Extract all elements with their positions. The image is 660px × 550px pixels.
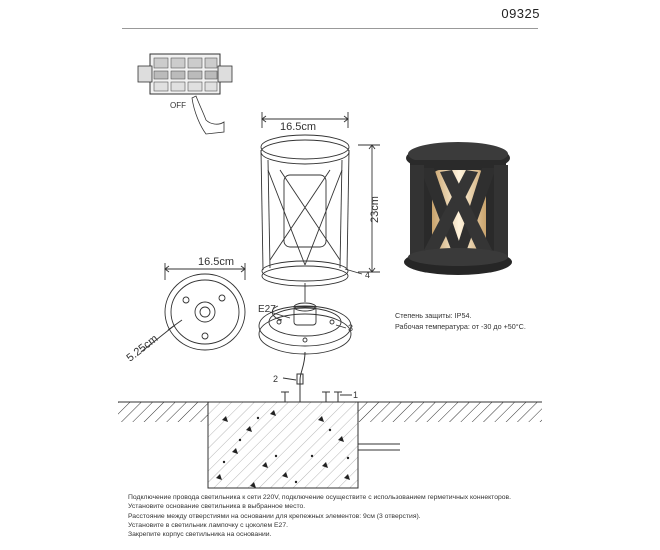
lamp-front-drawing	[261, 112, 380, 286]
base-diameter-label: 16.5cm	[198, 256, 235, 268]
spec-protection: Степень защиты: IP54.	[395, 311, 472, 320]
callout-2: 2	[273, 374, 279, 384]
product-code: 09325	[501, 6, 540, 21]
socket-label: E27	[258, 304, 276, 315]
base-socket-view	[259, 283, 354, 354]
instruction-line: Подключение провода светильника к сети 220V, подключение осуществите с использованием герметичных коннекторов.	[128, 494, 512, 501]
lamp-photo	[404, 142, 512, 275]
installation-instructions	[128, 493, 548, 539]
specifications	[395, 310, 526, 332]
callout-1: 1	[353, 390, 359, 400]
instruction-line: Закрепите корпус светильника на основании.	[128, 531, 272, 539]
hole-spacing-label: 5.25cm	[124, 332, 161, 365]
ground-section	[118, 402, 542, 488]
spec-temperature: Рабочая температура: от -30 до +50°C.	[395, 322, 526, 331]
instruction-line: Расстояние между отверстиями на основании для крепежных элементов: 9см (3 отверстия).	[128, 512, 421, 520]
height-label: 23cm	[369, 196, 381, 223]
top-diameter-label: 16.5cm	[280, 121, 317, 133]
callout-4: 4	[365, 270, 371, 280]
instruction-line: Установите основание светильника в выбранное место.	[128, 503, 306, 511]
switch-off-label: OFF	[170, 101, 186, 110]
breaker-switch-icon	[138, 54, 232, 134]
instruction-line: Установите в светильник лампочку с цоколем E27.	[128, 521, 289, 529]
callout-3: 3	[348, 323, 354, 333]
